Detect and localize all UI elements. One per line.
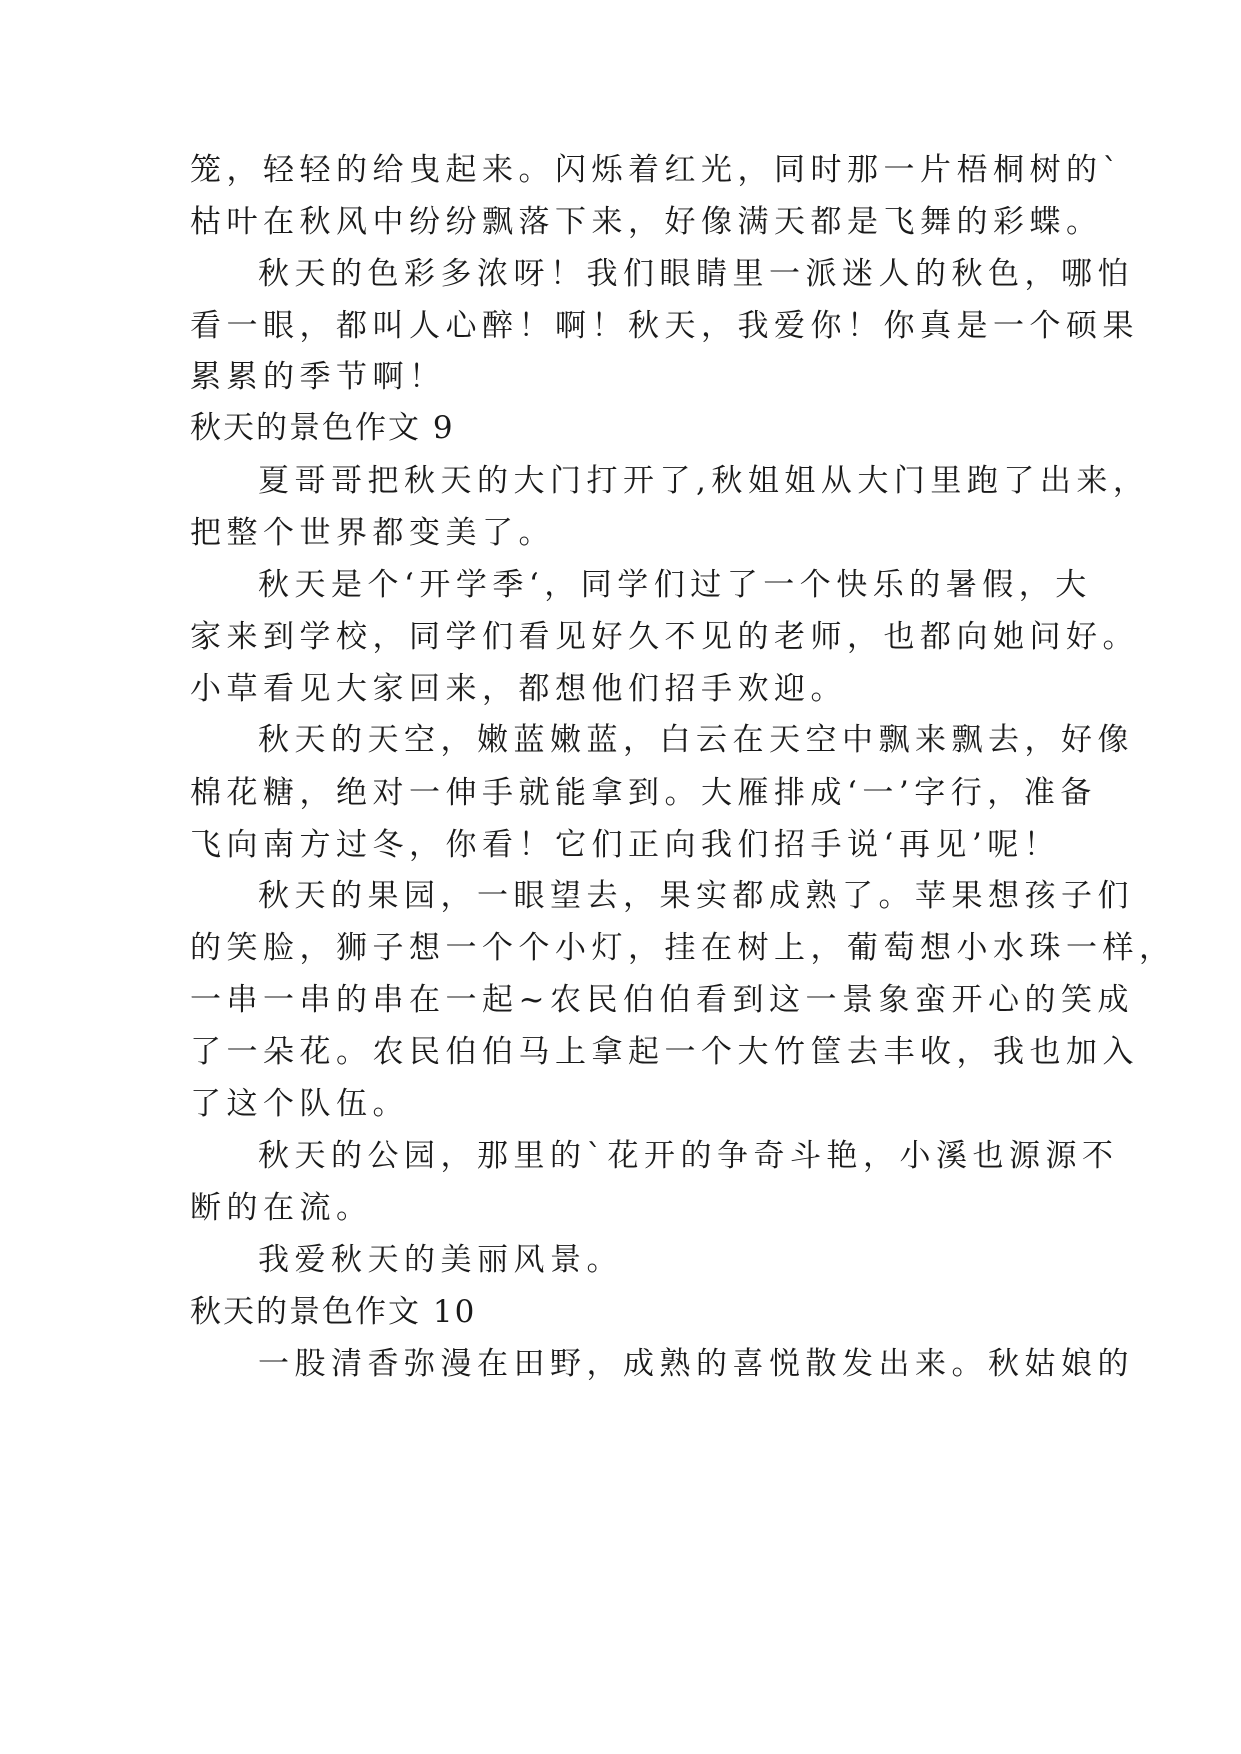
- paragraph-line: 一股清香弥漫在田野，成熟的喜悦散发出来。秋姑娘的: [258, 1346, 1134, 1382]
- paragraph-line: 了这个队伍。: [190, 1086, 409, 1122]
- section-heading: 秋天的景色作文 9: [190, 410, 455, 446]
- paragraph-line: 家来到学校，同学们看见好久不见的老师，也都向她问好。: [190, 619, 1139, 655]
- paragraph-line: 小草看见大家回来，都想他们招手欢迎。: [190, 671, 847, 707]
- paragraph-line: 把整个世界都变美了。: [190, 515, 555, 551]
- paragraph-line: 一串一串的串在一起~农民伯伯看到这一景象蛮开心的笑成: [190, 982, 1134, 1018]
- paragraph-line: 飞向南方过冬，你看！它们正向我们招手说‘再见’呢！: [190, 827, 1061, 863]
- paragraph-line: 笼，轻轻的给曳起来。闪烁着红光，同时那一片梧桐树的`: [190, 152, 1124, 188]
- paragraph-line: 我爱秋天的美丽风景。: [258, 1242, 623, 1278]
- paragraph-line: 夏哥哥把秋天的大门打开了,秋姐姐从大门里跑了出来，: [258, 463, 1150, 499]
- paragraph-line: 秋天的色彩多浓呀！我们眼睛里一派迷人的秋色，哪怕: [258, 256, 1134, 292]
- paragraph-line: 累累的季节啊！: [190, 359, 446, 395]
- paragraph-line: 棉花糖，绝对一伸手就能拿到。大雁排成‘一’字行，准备: [190, 775, 1097, 811]
- paragraph-line: 秋天的天空，嫩蓝嫩蓝，白云在天空中飘来飘去，好像: [258, 722, 1134, 758]
- paragraph-line: 看一眼，都叫人心醉！啊！秋天，我爱你！你真是一个硕果: [190, 308, 1139, 344]
- paragraph-line: 枯叶在秋风中纷纷飘落下来，好像满天都是飞舞的彩蝶。: [190, 204, 1103, 240]
- paragraph-line: 秋天的果园，一眼望去，果实都成熟了。苹果想孩子们: [258, 878, 1134, 914]
- paragraph-line: 秋天是个‘开学季‘，同学们过了一个快乐的暑假，大: [258, 567, 1092, 603]
- paragraph-line: 秋天的公园，那里的`花开的争奇斗艳，小溪也源源不: [258, 1138, 1119, 1174]
- section-heading: 秋天的景色作文 10: [190, 1294, 477, 1330]
- paragraph-line: 断的在流。: [190, 1190, 373, 1226]
- paragraph-line: 的笑脸，狮子想一个个小灯，挂在树上，葡萄想小水珠一样，: [190, 930, 1176, 966]
- paragraph-line: 了一朵花。农民伯伯马上拿起一个大竹筐去丰收，我也加入: [190, 1034, 1139, 1070]
